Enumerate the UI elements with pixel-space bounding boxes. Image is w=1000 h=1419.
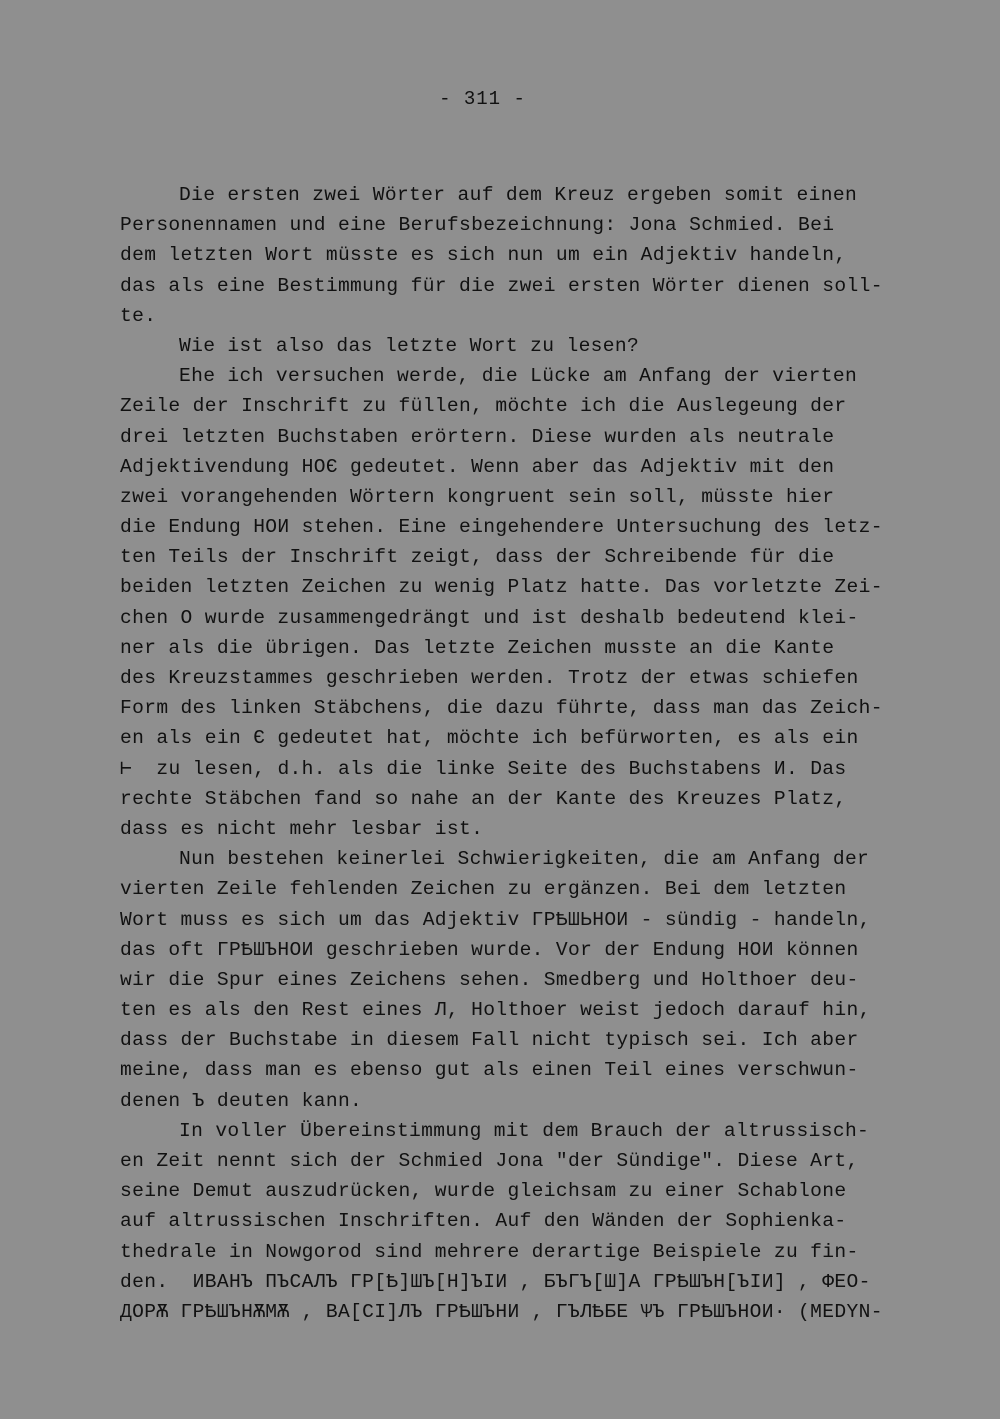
text-line: auf altrussischen Inschriften. Auf den Wänden der Sophienka- — [120, 1210, 847, 1233]
text-line: den. ИВАНЪ ПЪСАЛЪ ГР[Ѣ]ШЪ[Н]ЪІИ , БЪГЪ[Ш]А ГРѢШЪН[ЪІИ] , ФЕО- — [120, 1270, 871, 1293]
page-number: - 311 - — [439, 88, 526, 110]
text-line: Personennamen und eine Berufsbezeichnung: Jona Schmied. Bei — [120, 214, 835, 237]
text-line: vierten Zeile fehlenden Zeichen zu ergänzen. Bei dem letzten — [120, 878, 847, 901]
text-line: Form des linken Stäbchens, die dazu führte, dass man das Zeich- — [120, 697, 883, 720]
body-text — [120, 180, 883, 1327]
text-line: dass es nicht mehr lesbar ist. — [120, 817, 484, 840]
text-line: wir die Spur eines Zeichens sehen. Smedberg und Holthoer deu- — [120, 968, 859, 991]
text-line: das als eine Bestimmung für die zwei ersten Wörter dienen soll- — [120, 274, 883, 297]
text-line: beiden letzten Zeichen zu wenig Platz hatte. Das vorletzte Zei- — [120, 576, 883, 599]
text-line: chen О wurde zusammengedrängt und ist deshalb bedeutend klei- — [120, 606, 859, 629]
text-line: thedrale in Nowgorod sind mehrere derartige Beispiele zu fin- — [120, 1240, 859, 1263]
text-line: Die ersten zwei Wörter auf dem Kreuz ergeben somit einen — [179, 184, 858, 206]
text-line: ner als die übrigen. Das letzte Zeichen musste an die Kante — [120, 636, 835, 659]
text-line: Adjektivendung НОЄ gedeutet. Wenn aber das Adjektiv mit den — [120, 455, 835, 478]
text-line: Wort muss es sich um das Adjektiv ГРѢШЬНОИ - sündig - handeln, — [120, 908, 871, 931]
text-line: das oft ГРѢШЪНОИ geschrieben wurde. Vor der Endung НОИ können — [120, 938, 859, 961]
text-line: seine Demut auszudrücken, wurde gleichsam zu einer Schablone — [120, 1180, 847, 1203]
text-line: zwei vorangehenden Wörtern kongruent sein soll, müsste hier — [120, 485, 835, 508]
text-line: denen Ъ deuten kann. — [120, 1089, 363, 1112]
text-line: ДОРѪ ГРѢШЪНѪМѪ , ВА[СІ]ЛЪ ГРѢШЪНИ , ГЪЛѢБЕ ѰЪ ГРѢШЪНОИ· (MEDYN- — [120, 1300, 883, 1323]
text-line: Wie ist also das letzte Wort zu lesen? — [179, 334, 640, 357]
text-line: te. — [120, 304, 157, 327]
text-line: ten es als den Rest eines Л, Holthoer weist jedoch darauf hin, — [120, 999, 871, 1022]
text-line: drei letzten Buchstaben erörtern. Diese wurden als neutrale — [120, 425, 835, 448]
text-line: dem letzten Wort müsste es sich nun um ein Adjektiv handeln, — [120, 244, 847, 267]
text-line: ⊢ zu lesen, d.h. als die linke Seite des Buchstabens И. Das — [120, 757, 847, 780]
text-line: rechte Stäbchen fand so nahe an der Kante des Kreuzes Platz, — [120, 787, 847, 810]
text-line: en Zeit nennt sich der Schmied Jona "der Sündige". Diese Art, — [120, 1150, 859, 1172]
text-line: en als ein Є gedeutet hat, möchte ich befürworten, es als ein — [120, 727, 859, 750]
text-line: dass der Buchstabe in diesem Fall nicht typisch sei. Ich aber — [120, 1029, 859, 1052]
text-line: meine, dass man es ebenso gut als einen Teil eines verschwun- — [120, 1059, 859, 1082]
text-line: Nun bestehen keinerlei Schwierigkeiten, die am Anfang der — [179, 848, 870, 871]
text-line: Zeile der Inschrift zu füllen, möchte ich die Auslegeung der — [120, 395, 847, 418]
text-line: In voller Übereinstimmung mit dem Brauch der altrussisch- — [179, 1119, 870, 1142]
text-line: des Kreuzstammes geschrieben werden. Trotz der etwas schiefen — [120, 667, 859, 689]
text-line: ten Teils der Inschrift zeigt, dass der Schreibende für die — [120, 546, 835, 569]
text-line: die Endung НОИ stehen. Eine eingehendere Untersuchung des letz- — [120, 516, 883, 539]
text-line: Ehe ich versuchen werde, die Lücke am Anfang der vierten — [179, 365, 858, 388]
